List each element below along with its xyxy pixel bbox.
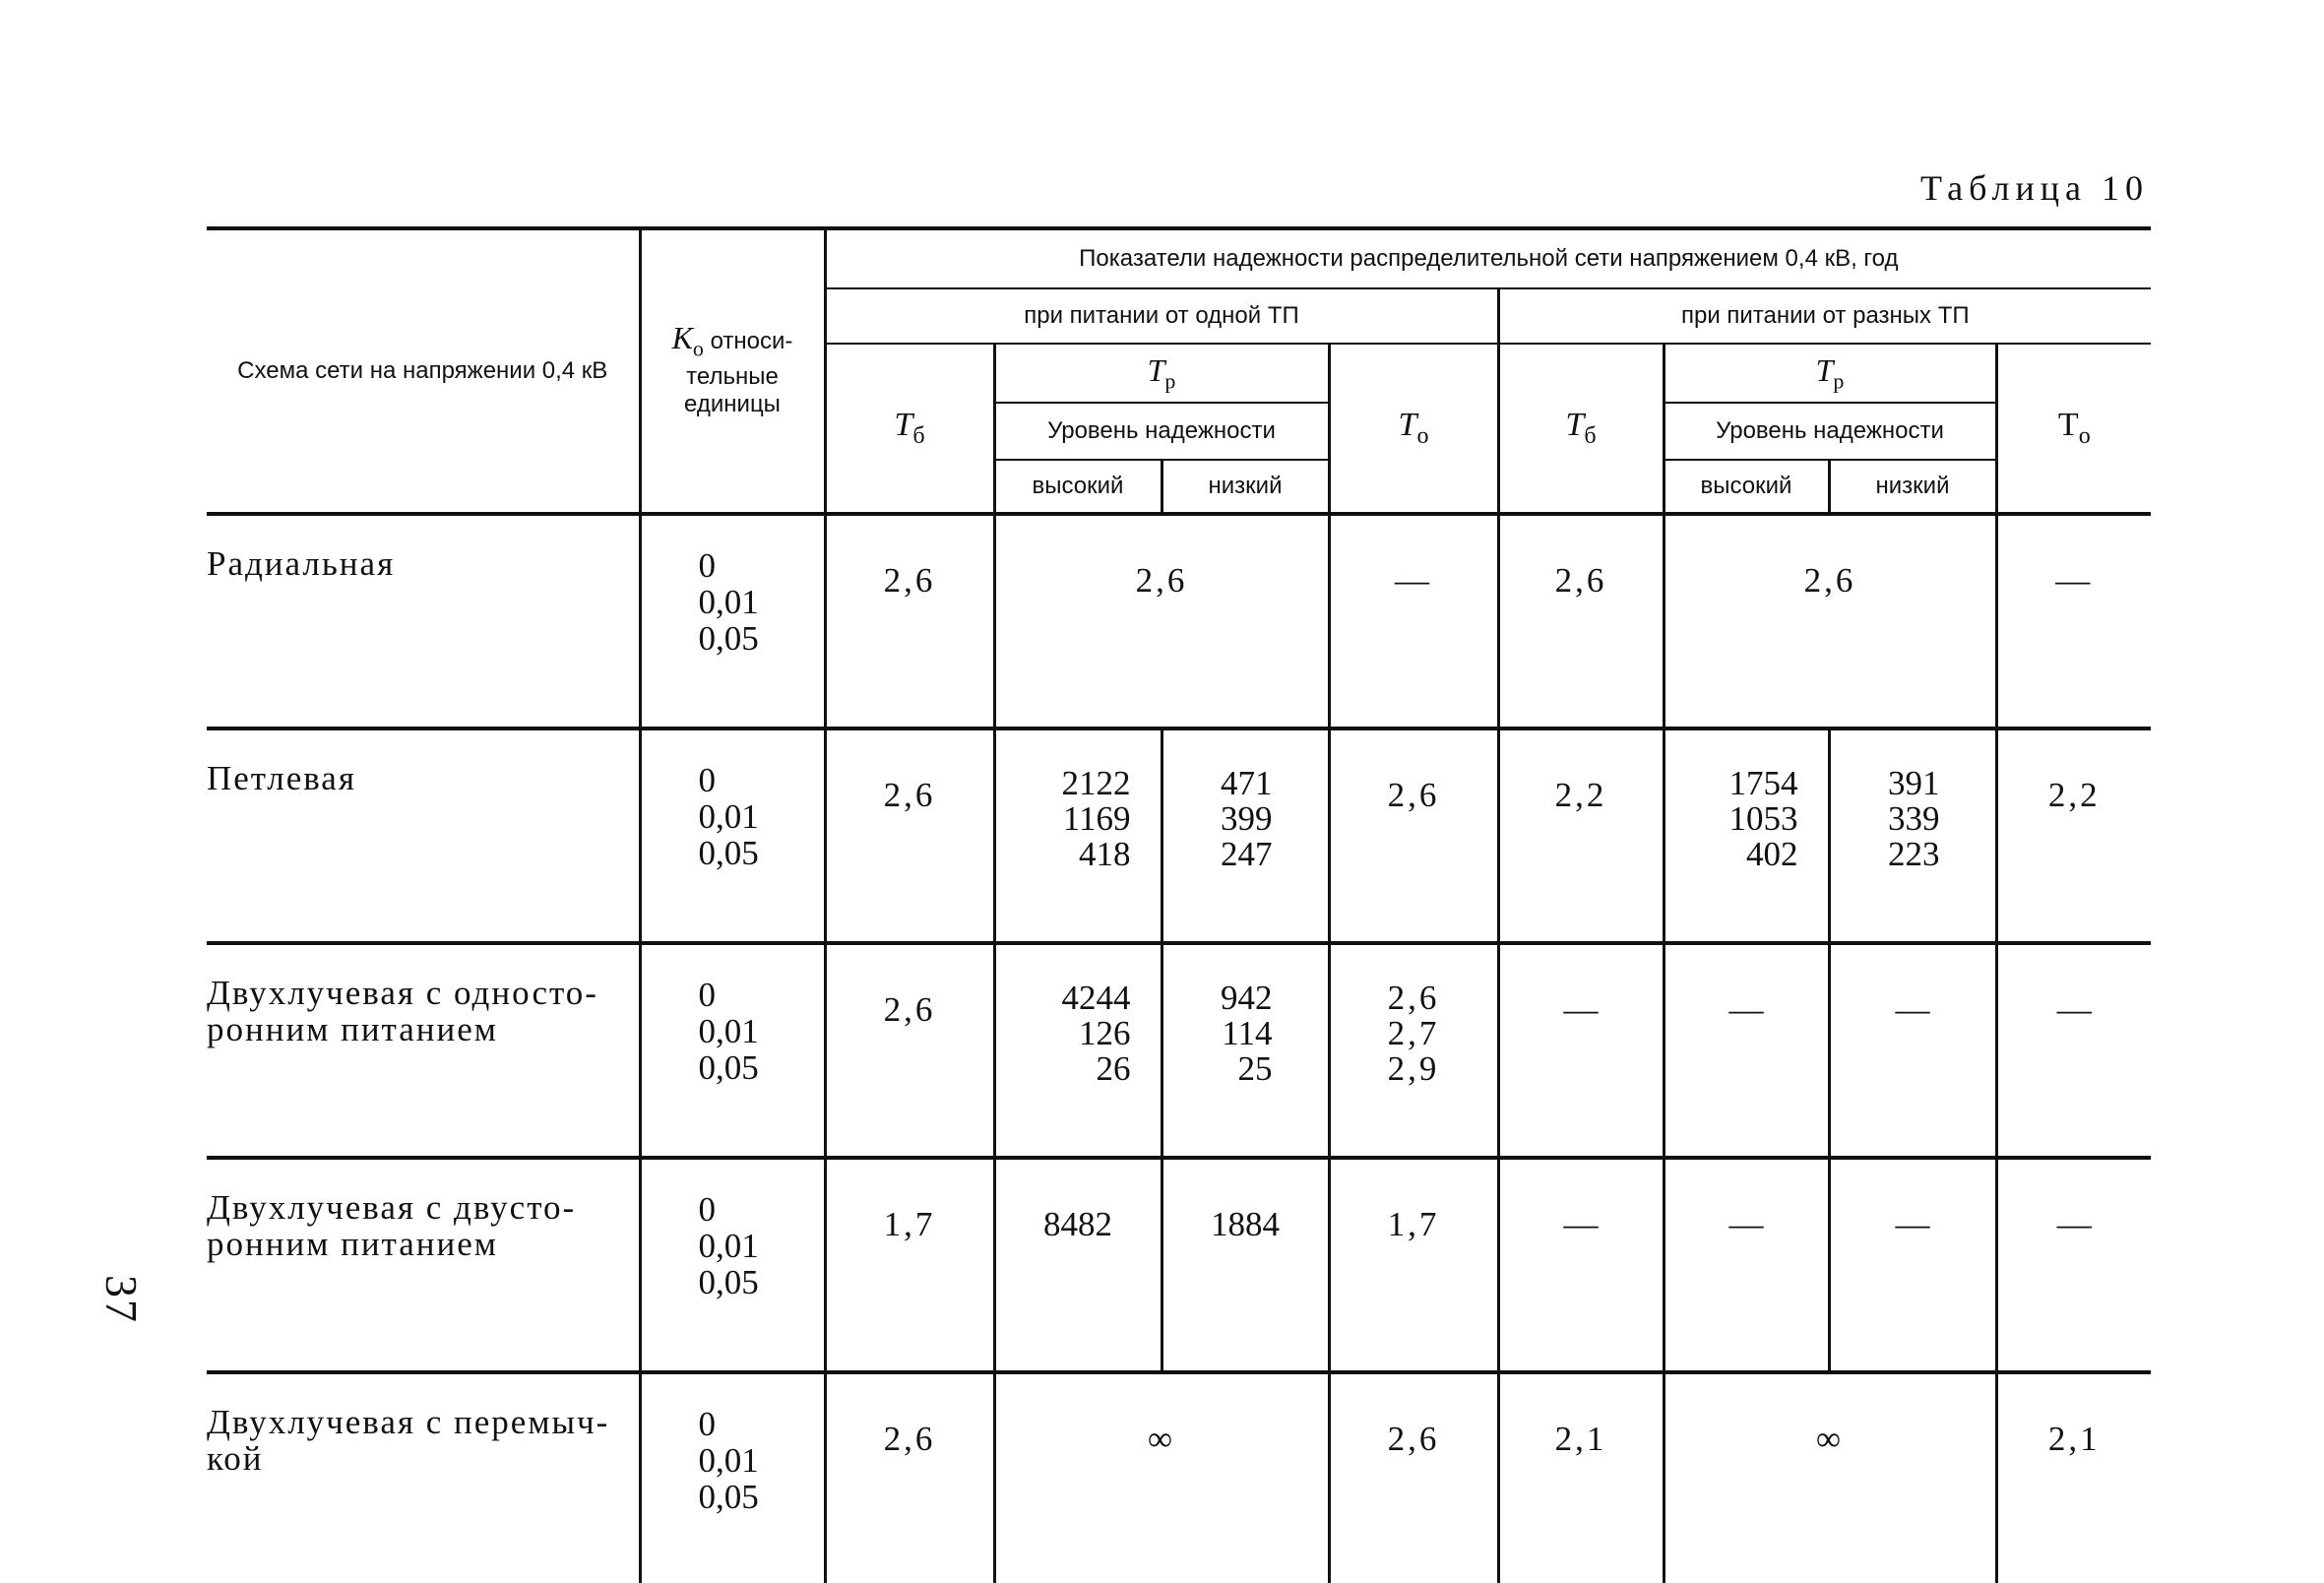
header-level-1: Уровень надежности [994,403,1329,460]
table-row [207,728,2151,943]
k-values: 0 0,01 0,05 [640,1372,825,1583]
header-high-2: высокий [1664,460,1829,514]
tr-high-one-tp: 4244 126 26 [994,943,1162,1158]
to-one-tp: 1,7 [1329,1158,1498,1372]
tb-one-tp: 2,6 [825,943,994,1158]
tr-high-different-tp: — [1664,1158,1829,1372]
tr-high-different-tp: 1754 1053 402 [1664,728,1829,943]
to-different-tp: — [1996,943,2151,1158]
table-row [207,1372,2151,1583]
to-different-tp: 2,2 [1996,728,2151,943]
tr-low-one-tp: 471 399 247 [1162,728,1329,943]
tb-one-tp: 2,6 [825,728,994,943]
to-one-tp: 2,6 2,7 2,9 [1329,943,1498,1158]
header-to-2: $Т_о$ [1996,344,2151,514]
scheme-name: Петлевая [207,728,640,943]
header-group-different-tp: при питании от разных ТП [1498,288,2151,344]
to-different-tp: — [1996,514,2151,728]
k-text1: относи- [710,328,793,355]
tr-low-different-tp: — [1829,943,1996,1158]
header-low-2: низкий [1829,460,1996,514]
tb-different-tp: — [1498,943,1664,1158]
header-tr-1: $T_р$ [994,344,1329,403]
tb-one-tp: 2,6 [825,514,994,728]
k-text2: тельные [686,362,779,390]
header-to-1: $T_о$ [1329,344,1498,514]
to-different-tp: 2,1 [1996,1372,2151,1583]
header-low-1: низкий [1162,460,1329,514]
tb-different-tp: 2,2 [1498,728,1664,943]
scheme-name: Радиальная [207,514,640,728]
tr-high-one-tp: 8482 [994,1158,1162,1372]
tr-low-one-tp: 942 114 25 [1162,943,1329,1158]
header-k [640,228,825,514]
header-tb-1: $T_б$ [825,344,994,514]
header-tr-2: $T_р$ [1664,344,1996,403]
table-caption: Таблица 10 [1920,168,2149,208]
page-number: 37 [96,1275,147,1324]
table-row [207,1158,2151,1372]
k-text3: единицы [684,390,781,417]
tb-different-tp: 2,1 [1498,1372,1664,1583]
header-top: Показатели надежности распределительной сети напряжением 0,4 кВ, год [825,228,2151,288]
tr-low-one-tp: 1884 [1162,1158,1329,1372]
tr-high-different-tp: — [1664,943,1829,1158]
tr-one-tp: 2,6 [994,514,1329,728]
to-one-tp: — [1329,514,1498,728]
tr-one-tp: ∞ [994,1372,1329,1583]
tb-different-tp: 2,6 [1498,514,1664,728]
k-symbol: $K_о$ [671,320,704,361]
scheme-name: Двухлучевая с двусто- ронним питанием [207,1158,640,1372]
to-different-tp: — [1996,1158,2151,1372]
k-values: 0 0,01 0,05 [640,728,825,943]
header-level-2: Уровень надежности [1664,403,1996,460]
header-scheme: Схема сети на напряжении 0,4 кВ [207,228,640,514]
header-high-1: высокий [994,460,1162,514]
k-values: 0 0,01 0,05 [640,943,825,1158]
tb-one-tp: 2,6 [825,1372,994,1583]
table-row [207,514,2151,728]
scheme-name: Двухлучевая с перемыч- кой [207,1403,610,1478]
tb-different-tp: — [1498,1158,1664,1372]
header-group-one-tp: при питании от одной ТП [825,288,1498,344]
tb-one-tp: 1,7 [825,1158,994,1372]
k-values: 0 0,01 0,05 [640,1158,825,1372]
k-values: 0 0,01 0,05 [640,514,825,728]
tr-different-tp: ∞ [1664,1372,1996,1583]
reliability-table [207,226,2151,1583]
header-tb-2: $T_б$ [1498,344,1664,514]
tr-high-one-tp: 2122 1169 418 [994,728,1162,943]
scheme-name: Двухлучевая с односто- ронним питанием [207,943,640,1158]
to-one-tp: 2,6 [1329,1372,1498,1583]
table-row [207,943,2151,1158]
tr-different-tp: 2,6 [1664,514,1996,728]
tr-low-different-tp: — [1829,1158,1996,1372]
tr-low-different-tp: 391 339 223 [1829,728,1996,943]
to-one-tp: 2,6 [1329,728,1498,943]
